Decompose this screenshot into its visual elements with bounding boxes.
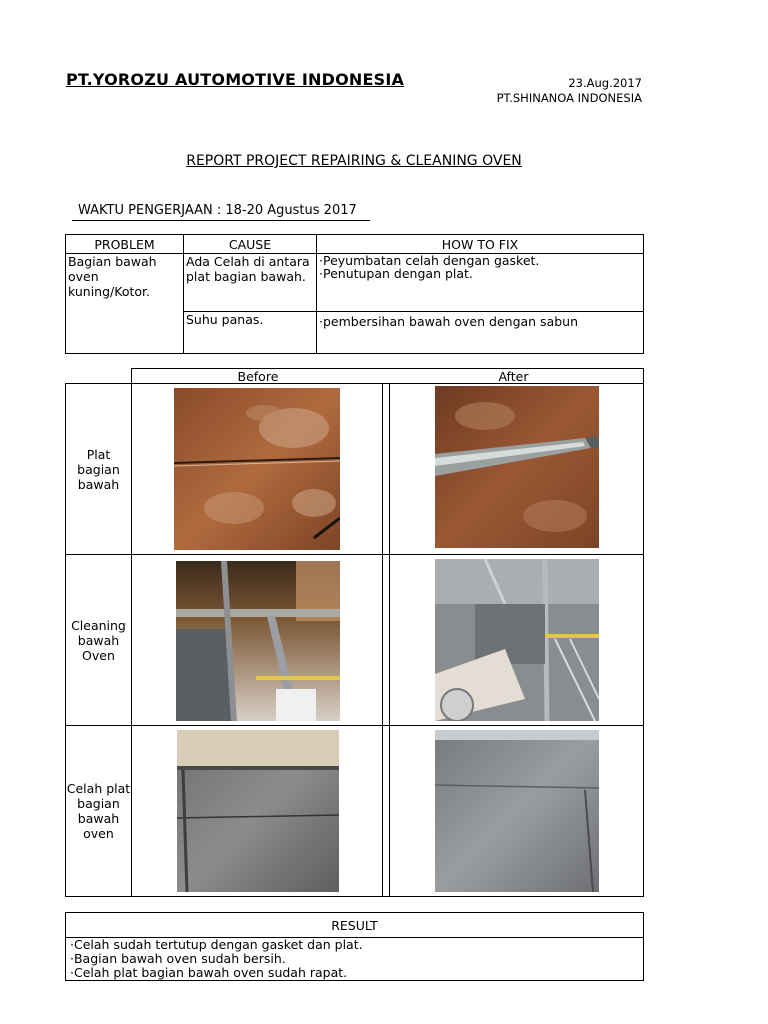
after-gap-photo	[435, 730, 599, 892]
row-label: Cleaning bawah Oven	[71, 617, 126, 663]
result-body	[66, 938, 644, 981]
header-problem: PROBLEM	[66, 235, 184, 254]
before-gap-photo	[177, 730, 339, 892]
cause-text: Ada Celah di antara plat bagian bawah.	[186, 254, 310, 284]
report-title: REPORT PROJECT REPAIRING & CLEANING OVEN	[186, 153, 522, 169]
cause-text: Suhu panas.	[186, 312, 264, 327]
before-photo-cell	[131, 555, 383, 726]
photo-gap	[383, 555, 390, 726]
fix-item: · Peyumbatan celah dengan gasket.	[319, 254, 641, 267]
work-period-underline	[72, 220, 370, 221]
photo-gap	[383, 726, 390, 897]
result-item: · Celah sudah tertutup dengan gasket dan plat.	[70, 938, 639, 952]
corner-blank	[66, 369, 132, 384]
before-cleaning-photo	[176, 561, 340, 721]
after-photo-cell	[390, 726, 644, 897]
result-item: · Bagian bawah oven sudah bersih.	[70, 952, 639, 966]
row-label: Plat bagian bawah	[77, 446, 120, 492]
problem-cell	[66, 254, 184, 354]
result-table	[65, 912, 644, 981]
header-cause: CAUSE	[184, 235, 317, 254]
row-label: Celah plat bagian bawah oven	[66, 781, 131, 841]
before-label: Before	[237, 368, 279, 384]
before-photo-cell	[131, 726, 383, 897]
fix-item: · Penutupan dengan plat.	[319, 267, 641, 280]
cause-cell	[184, 312, 317, 354]
after-label: After	[498, 368, 529, 384]
result-header: RESULT	[66, 913, 644, 938]
row-label-cell	[66, 384, 132, 555]
contractor-name: PT.SHINANOA INDONESIA	[496, 91, 642, 105]
photo-gap	[383, 384, 390, 555]
before-after-header	[131, 369, 643, 384]
photo-table	[65, 368, 644, 897]
company-name: PT.YOROZU AUTOMOTIVE INDONESIA	[66, 70, 405, 89]
after-cleaning-photo	[435, 559, 599, 721]
report-date: 23.Aug.2017	[568, 76, 642, 90]
after-photo-cell	[390, 384, 644, 555]
problem-table	[65, 234, 644, 354]
work-period: WAKTU PENGERJAAN : 18-20 Agustus 2017	[78, 203, 357, 218]
cause-cell	[184, 254, 317, 312]
header-how-to-fix: HOW TO FIX	[317, 235, 644, 254]
before-photo-cell	[131, 384, 383, 555]
fix-cell	[317, 254, 644, 312]
row-label-cell	[66, 726, 132, 897]
problem-text: Bagian bawah oven kuning/Kotor.	[68, 254, 157, 299]
result-item: · Celah plat bagian bawah oven sudah rapat.	[70, 966, 639, 980]
fix-item: · pembersihan bawah oven dengan sabun	[319, 314, 641, 329]
after-plate-photo	[435, 386, 599, 548]
before-plate-photo	[174, 388, 340, 550]
fix-cell	[317, 312, 644, 354]
row-label-cell	[66, 555, 132, 726]
after-photo-cell	[390, 555, 644, 726]
